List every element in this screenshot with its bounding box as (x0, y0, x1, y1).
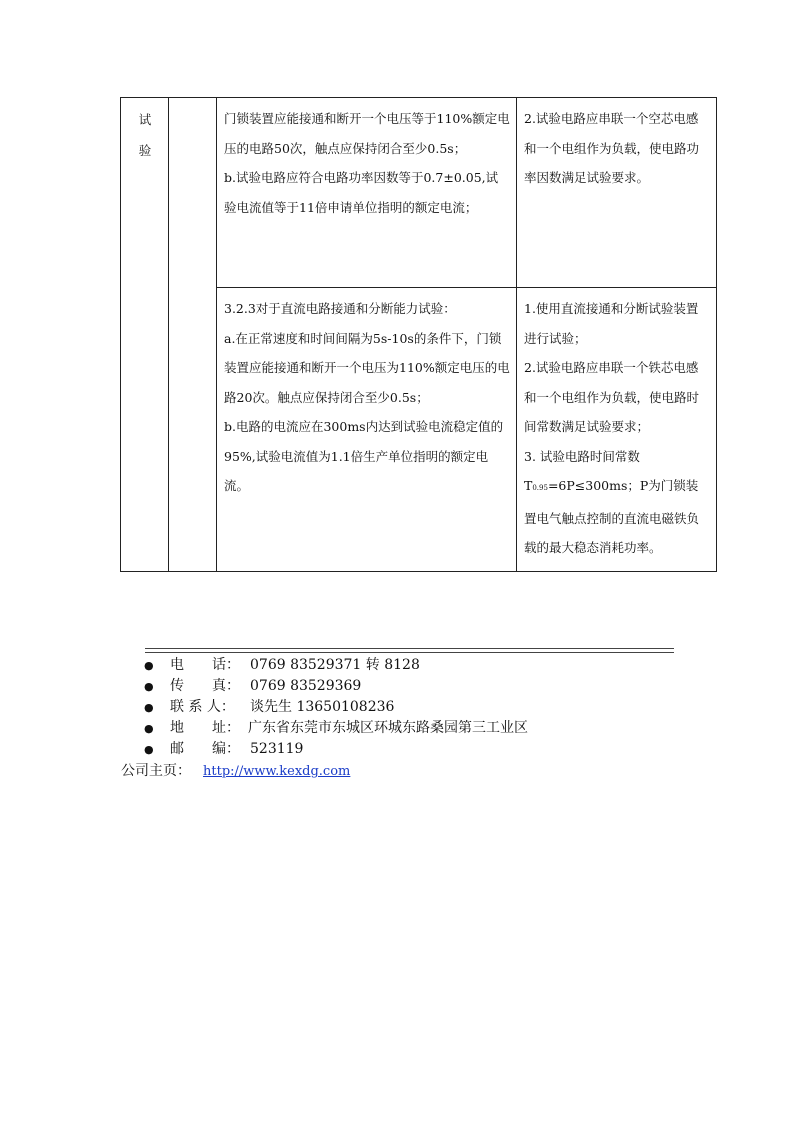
category-char: 验 (138, 143, 152, 158)
test-spec-table (120, 97, 717, 572)
contact-value: 0769 83529369 (250, 678, 362, 694)
contact-label: 地 址： (170, 720, 240, 736)
empty-cell (169, 98, 217, 572)
homepage-link[interactable]: http://www.kexdg.com (203, 764, 351, 779)
contact-label: 传 真： (170, 678, 240, 694)
formula-symbol: T (524, 478, 533, 493)
bullet-icon: ● (144, 722, 154, 735)
method-cell (517, 288, 717, 572)
time-constant-formula (524, 471, 710, 563)
requirement-text: a.在正常速度和时间间隔为5s-10s的条件下，门锁装置应能接通和断开一个电压为110%额定电压的电路20次。触点应保持闭合至少0.5s； (224, 330, 510, 405)
contact-value: 523119 (250, 741, 304, 757)
contact-value: 0769 83529371 转 8128 (250, 657, 420, 673)
homepage-label: 公司主页： (121, 763, 191, 779)
contact-phone (140, 655, 528, 676)
bullet-icon: ● (144, 701, 154, 714)
method-text: 3. 试验电路时间常数 (524, 448, 640, 464)
requirement-text: 门锁装置应能接通和断开一个电压等于110%额定电压的电路50次，触点应保持闭合至少0.5s； (224, 111, 510, 156)
requirement-cell (217, 98, 517, 288)
requirement-text: b.试验电路应符合电路功率因数等于0.7±0.05,试验电流值等于11倍申请单位指明的额定电流； (224, 170, 499, 215)
requirement-text: b.电路的电流应在300ms内达到试验电流稳定值的95%,试验电流值为1.1倍生产单位指明的额定电流。 (224, 419, 504, 493)
contact-value: 广东省东莞市东城区环城东路桑园第三工业区 (248, 720, 528, 736)
contact-value: 谈先生 13650108236 (250, 699, 395, 715)
contact-label: 联 系 人： (170, 699, 235, 715)
contact-person (140, 697, 528, 718)
requirement-cell (217, 288, 517, 572)
contact-postcode (140, 739, 528, 760)
contact-label: 电 话： (170, 657, 240, 673)
contact-label: 邮 编： (170, 741, 240, 757)
bullet-icon: ● (144, 680, 154, 693)
homepage-line (121, 760, 350, 780)
category-char: 试 (138, 112, 152, 127)
formula-text: =6P≤300ms；P为门锁装置电气触点控制的直流电磁铁负载的最大稳态消耗功率。 (524, 478, 700, 555)
contact-fax (140, 676, 528, 697)
bullet-icon: ● (144, 743, 154, 756)
method-text: 2.试验电路应串联一个空芯电感和一个电组作为负载，使电路功率因数满足试验要求。 (524, 111, 700, 185)
divider-line (145, 648, 674, 649)
formula-subscript: 0.95 (532, 484, 548, 492)
table-row (121, 98, 717, 288)
divider-line (145, 652, 674, 653)
method-text: 1.使用直流接通和分断试验装置进行试验； (524, 301, 699, 346)
contact-list (140, 655, 528, 760)
contact-address (140, 718, 528, 739)
category-cell (121, 98, 169, 572)
requirement-text: 3.2.3对于直流电路接通和分断能力试验： (224, 301, 456, 316)
method-cell (517, 98, 717, 288)
method-text: 2.试验电路应串联一个铁芯电感和一个电组作为负载，使电路时间常数满足试验要求； (524, 360, 700, 434)
bullet-icon: ● (144, 659, 154, 672)
